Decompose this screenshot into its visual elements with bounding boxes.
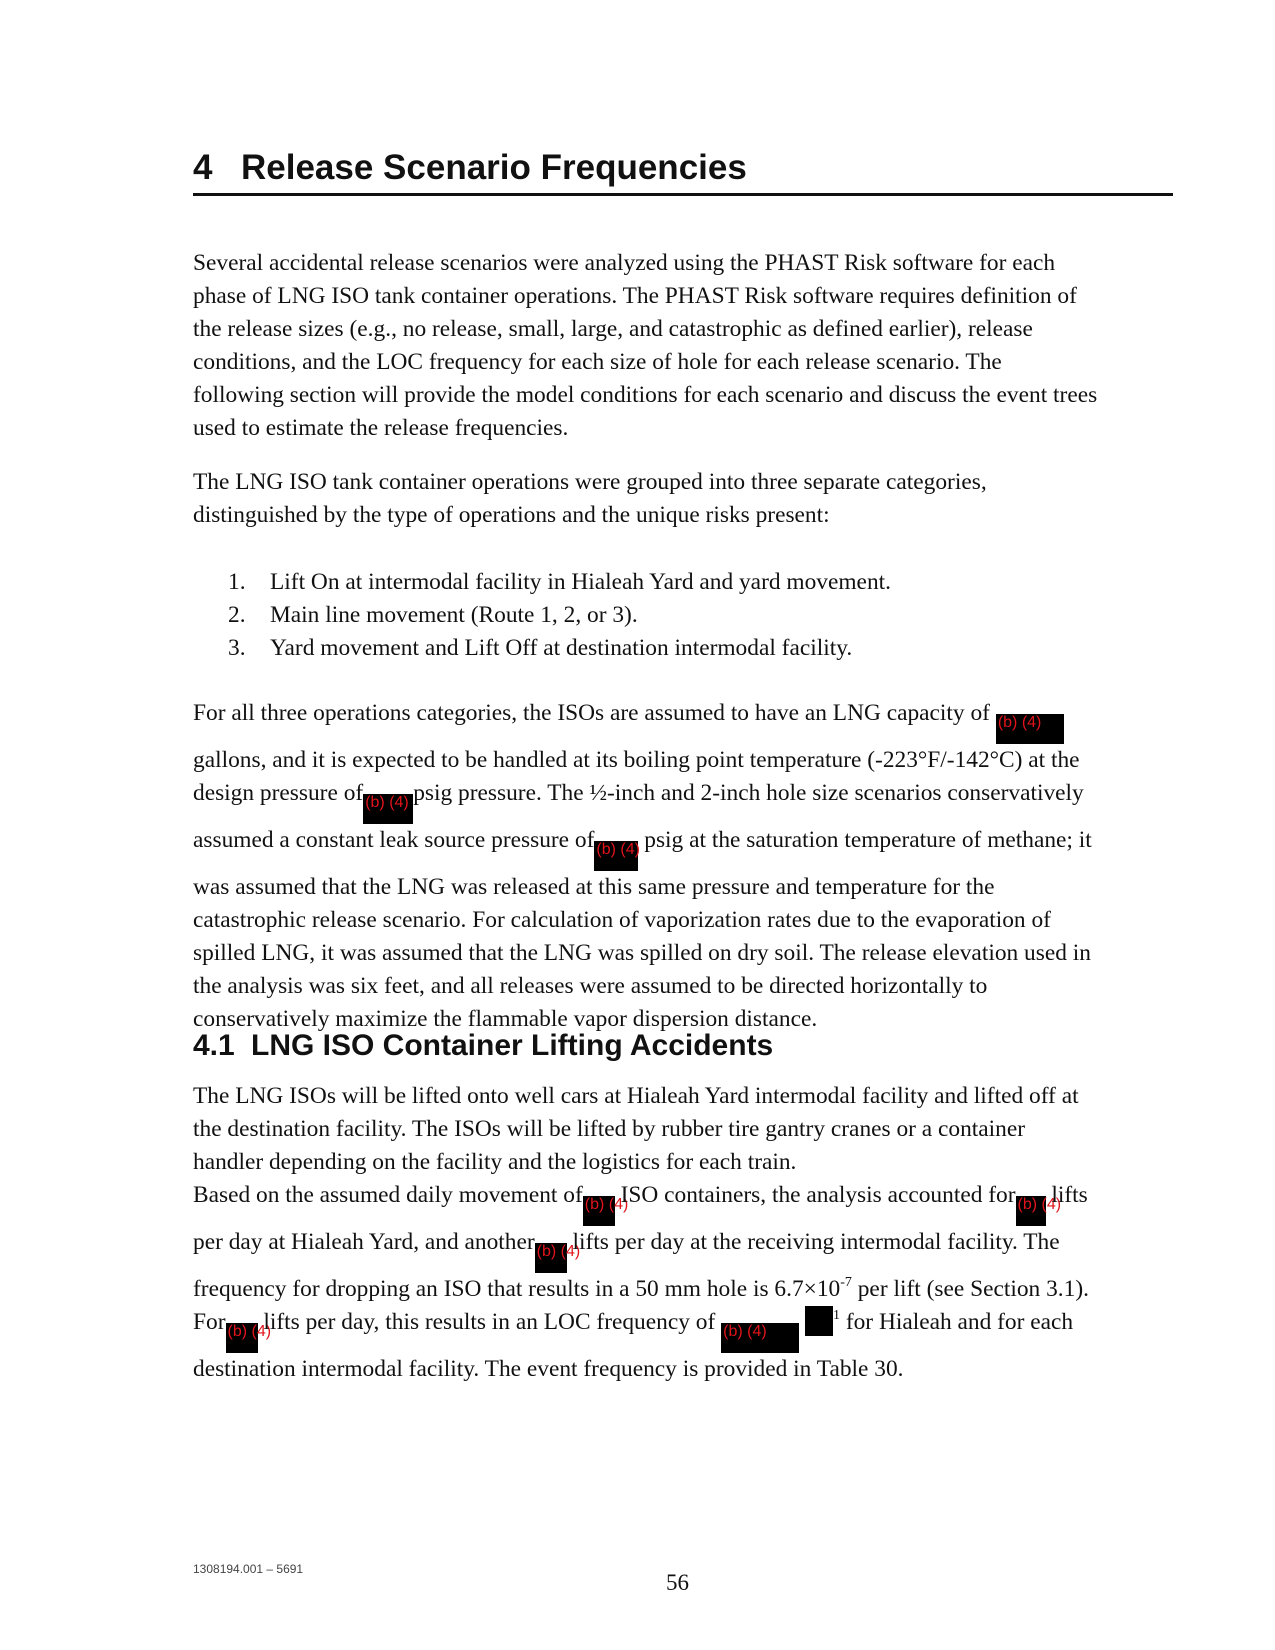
- list-item: 1. Lift On at intermodal facility in Hialeah Yard and yard movement.: [228, 569, 891, 595]
- redaction-box: (b) (4): [996, 714, 1064, 744]
- section-heading: [193, 147, 1173, 196]
- lifting-paragraph: The LNG ISOs will be lifted onto well cars at Hialeah Yard intermodal facility and lifted off at the destination facility. The ISOs will be lifted by rubber tire gantry cranes or a container handler depending on the facility and the logistics for each train.: [193, 1083, 1079, 1175]
- section-title: Release Scenario Frequencies: [241, 148, 747, 187]
- frequency-paragraph: Based on the assumed daily movement of (b) (4) ISO containers, the analysis accounted for (b) (4) lifts per day at Hialeah Yard, and another (b) (4) lifts per day at the receiving intermodal facility. The frequency for dropping an ISO that results in a 50 mm hole is $6.7\times 10^{-7}$ per lift (see Section 3.1). For (b) (4) lifts per day, this results in an LOC frequency of (b) (4) $^1$ for Hialeah and for each destination intermodal facility. The event frequency is provided in Table 30.: [193, 1182, 1089, 1382]
- redaction-box: (b) (4): [583, 1196, 615, 1226]
- text-line: conditions, and the LOC frequency for each size of hole for each release scenario. The: [193, 349, 1002, 375]
- categories-paragraph: [193, 466, 1178, 532]
- text-line: the release sizes (e.g., no release, small, large, and catastrophic as defined earlier), release: [193, 316, 1033, 342]
- assumptions-paragraph: For all three operations categories, the ISOs are assumed to have an LNG capacity of (b) (4) gallons, and it is expected to be handled at its boiling point temperature (-223°F/-142°C) at the design pressure of (b) (4) psig pressure. The ½-inch and 2-inch hole size scenarios conservatively assumed a constant leak source pressure of (b) (4) psig at the saturation temperature of methane; it was assumed that the LNG was released at this same pressure and temperature for the catastrophic release scenario. For calculation of vaporization rates due to the evaporation of spilled LNG, it was assumed that the LNG was spilled on dry soil. The release elevation used in the analysis was six feet, and all releases were assumed to be directed horizontally to conservatively maximize the flammable vapor dispersion distance.: [193, 700, 1092, 1032]
- text-line: phase of LNG ISO tank container operations. The PHAST Risk software requires definition of: [193, 283, 1077, 309]
- text-line: The LNG ISO tank container operations were grouped into three separate categories,: [193, 469, 987, 495]
- text-line: distinguished by the type of operations and the unique risks present:: [193, 502, 830, 528]
- document-id: 1308194.001 – 5691: [193, 1562, 304, 1576]
- text-line: following section will provide the model conditions for each scenario and discuss the event trees: [193, 382, 1098, 408]
- text-line: Several accidental release scenarios were analyzed using the PHAST Risk software for each: [193, 250, 1056, 276]
- subsection-heading: [193, 1028, 773, 1064]
- page-number: 56: [666, 1570, 689, 1595]
- subsection-title: LNG ISO Container Lifting Accidents: [251, 1029, 774, 1062]
- redaction-box: (b) (4): [363, 794, 413, 824]
- redaction-box: (b) (4): [721, 1323, 799, 1353]
- redaction-box: (b) (4): [594, 841, 638, 871]
- redaction-box: (b) (4): [535, 1243, 567, 1273]
- intro-paragraph: [193, 247, 1178, 445]
- list-item: 3. Yard movement and Lift Off at destination intermodal facility.: [228, 635, 853, 661]
- operations-list: [228, 566, 1128, 665]
- subsection-number: 4.1: [193, 1029, 235, 1062]
- section-number: 4: [193, 148, 213, 187]
- list-item: 2. Main line movement (Route 1, 2, or 3).: [228, 602, 638, 628]
- redaction-box: (b) (4): [1016, 1196, 1046, 1226]
- redaction-box: [805, 1306, 833, 1336]
- redaction-box: (b) (4): [226, 1323, 258, 1353]
- text-line: used to estimate the release frequencies.: [193, 415, 569, 441]
